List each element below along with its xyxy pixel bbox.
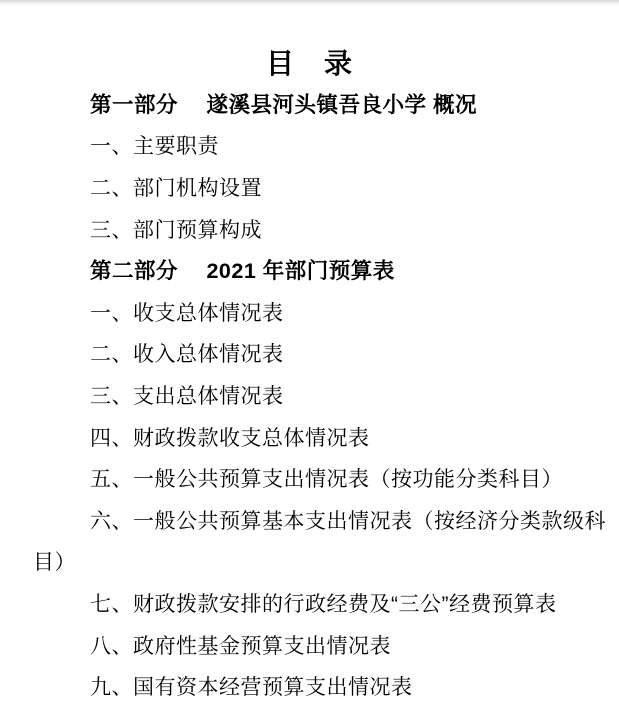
toc-item-revenue-expenditure-overview: 一、收支总体情况表 [90,301,284,325]
toc-item-main-duties: 一、主要职责 [90,135,219,159]
toc-item-admin-three-public-expenses: 七、财政拨款安排的行政经费及“三公”经费预算表 [90,593,557,617]
toc-item-general-budget-expenditure-by-function: 五、一般公共预算支出情况表（按功能分类科目） [90,468,563,492]
toc-item-org-structure: 二、部门机构设置 [90,177,262,201]
toc-item-expenditure-overview: 三、支出总体情况表 [90,385,284,409]
toc-section-2-heading: 第二部分 2021 年部门预算表 [90,259,395,284]
toc-item-budget-composition: 三、部门预算构成 [90,218,262,242]
table-of-contents [33,0,606,702]
toc-section-1-heading: 第一部分 遂溪县河头镇吾良小学 概况 [90,92,477,117]
toc-item-general-budget-basic-expenditure-line1: 六、一般公共预算基本支出情况表（按经济分类款级科 [90,509,606,533]
page-title: 目 录 [265,47,353,79]
toc-item-income-overview: 二、收入总体情况表 [90,343,284,367]
toc-item-fiscal-appropriation-overview: 四、财政拨款收支总体情况表 [90,426,370,450]
toc-item-govt-fund-budget: 八、政府性基金预算支出情况表 [90,634,391,658]
toc-item-general-budget-basic-expenditure-line2: 目） [33,551,76,575]
toc-item-state-capital-budget: 九、国有资本经营预算支出情况表 [90,676,413,700]
